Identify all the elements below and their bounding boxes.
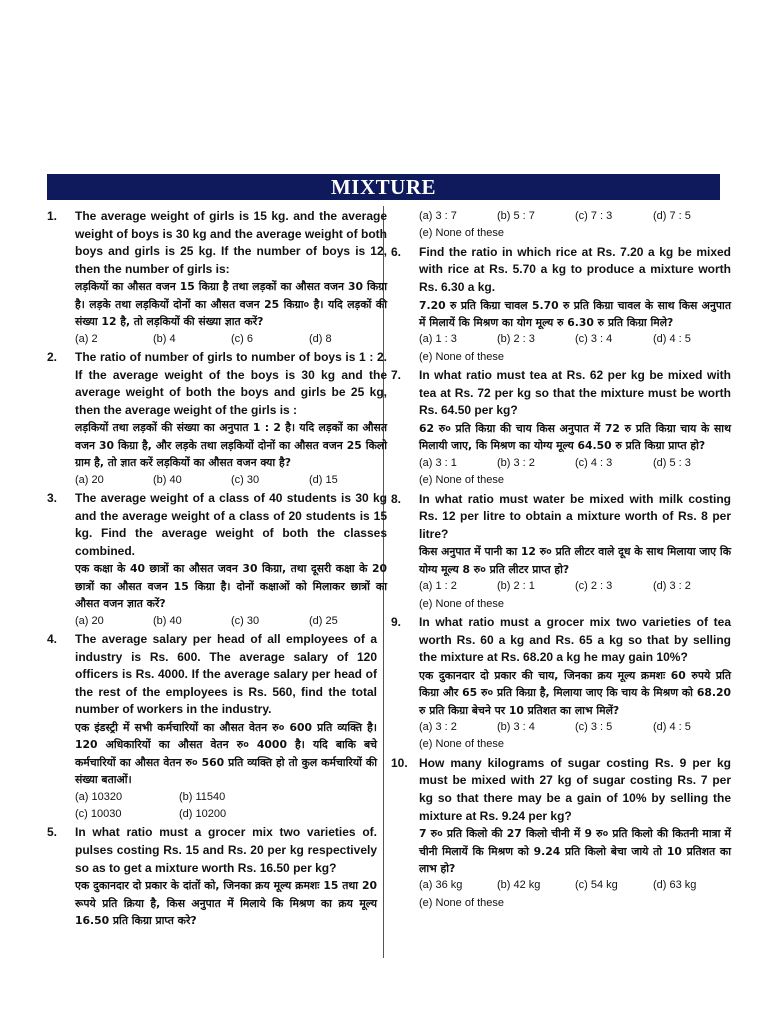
question-9 [391,614,731,754]
question-text-hindi: एक दुकानदार दो प्रकार के दांतों को, जिनका क्रय मूल्य क्रमशः 15 तथा 20 रूपये प्रति क्रिया है, किस अनुपात में मिलाये कि मिश्रण का क्रय मूल्य 16.50 प्रति किग्रा प्राप्त करे? [75,879,377,927]
question-number: 9. [391,615,402,630]
options-row [75,613,387,630]
option-d: (d) 3 : 2 [653,580,691,593]
options-row [419,455,731,472]
option-b: (b) 3 : 4 [497,721,535,734]
option-c: (c) 7 : 3 [575,210,613,222]
option-d: (d) 5 : 3 [653,456,691,469]
option-a: (a) 2 [75,332,98,345]
option-c: (c) 6 [231,332,253,345]
option-b: (b) 11540 [179,790,226,803]
option-c: (c) 30 [231,473,260,486]
question-number: 1. [47,209,58,223]
options-row [419,578,731,595]
option-e: (e) None of these [419,738,504,751]
question-text-hindi: 7 रु० प्रति किलो की 27 किलो चीनी में 9 रु० प्रति किलो की कितनी मात्रा में चीनी मिलायें कि मिश्रण को 9.24 प्रति किलो बेचा जाये तो 10 प्रतिशत का लाभ हो? [419,827,731,876]
option-c: (c) 3 : 4 [575,333,613,346]
question-text-english: In what ratio must tea at Rs. 62 per kg be mixed with tea at Rs. 72 per kg so that the mixture must be worth Rs. 64.50 per kg? [419,368,731,418]
option-a: (a) 10320 [75,790,123,803]
option-a: (a) 1 : 3 [419,333,457,346]
question-number: 2. [47,350,58,364]
question-text-english: In what ratio must a grocer mix two varieties of. pulses costing Rs. 15 and Rs. 20 per kg respectively so as to get a mixture worth Rs. 16.50 per kg? [75,825,377,875]
option-a: (a) 20 [75,614,104,627]
question-text-english: The ratio of number of girls to number of boys is 1 : 2. If the average weight of the boys is 30 kg and the average weight of both the boys and girls be 25 kg, then the average weight of the girls is : [75,350,387,417]
option-b: (b) 3 : 2 [497,456,535,469]
question-text-hindi: लड़कियों तथा लड़कों की संख्या का अनुपात 1 : 2 है। यदि लड़कों का औसत वजन 30 किग्रा है, और लड़के तथा लड़कियों दोनों का औसत वजन 25 किलो ग्राम है, तो ज्ञात करें लड़कियों का औसत वजन क्या है? [75,421,387,470]
option-b: (b) 40 [153,614,182,627]
option-a: (a) 3 : 1 [419,456,457,469]
option-e: (e) None of these [419,227,504,240]
question-number: 6. [391,244,402,259]
question-1 [47,208,387,348]
question-2 [47,349,387,489]
options-row [75,472,387,489]
question-text-english: In what ratio must water be mixed with milk costing Rs. 12 per litre to obtain a mixture worth of Rs. 8 per litre? [419,491,731,541]
left-column [47,208,387,930]
option-c: (c) 30 [231,614,260,627]
option-b: (b) 2 : 1 [497,580,535,593]
question-3 [47,490,387,630]
option-c: (c) 3 : 5 [575,721,613,734]
option-b: (b) 5 : 7 [497,210,535,222]
question-8 [391,491,731,613]
question-text-english: In what ratio must a grocer mix two varieties of tea worth Rs. 60 a kg and Rs. 65 a kg so that by selling the mixture at Rs. 68.20 a kg he may gain 10%? [419,615,731,665]
option-b: (b) 42 kg [497,879,541,892]
option-a: (a) 3 : 7 [419,210,457,222]
option-b: (b) 2 : 3 [497,333,535,346]
option-d: (d) 10200 [179,808,227,820]
question-text-hindi: लड़कियों का औसत वजन 15 किग्रा है तथा लड़कों का औसत वजन 30 किग्रा है। लड़के तथा लड़कियों दोनों का औसत वजन 25 किग्रा० है। यदि लड़कों की संख्या 12 है, तो लड़कियों की संख्या ज्ञात करें? [75,280,387,329]
options-row [75,331,387,348]
right-column [391,208,731,913]
option-c: (c) 4 : 3 [575,456,613,469]
question-text-hindi: 7.20 रु प्रति किग्रा चावल 5.70 रु प्रति किग्रा चावल के साथ किस अनुपात में मिलायें कि मिश्रण का योग मूल्य रु 6.30 रु प्रति किग्रा मिले? [419,298,731,329]
question-10 [391,755,731,912]
option-a: (a) 3 : 2 [419,721,457,734]
question-6 [391,244,731,366]
option-c: (c) 54 kg [575,879,618,892]
question-text-hindi: एक कक्षा के 40 छात्रों का औसत जवन 30 किग्रा, तथा दूसरी कक्षा के 20 छात्रों का औसत वजन 15 किग्रा है। दोनों कक्षाओं को मिलाकर छात्रों का औसत वजन ज्ञात करें? [75,562,387,611]
question-7 [391,367,731,489]
options-row [419,331,731,348]
section-title: MIXTURE [330,174,436,199]
option-c: (c) 2 : 3 [575,580,613,593]
option-e: (e) None of these [419,474,504,487]
option-d: (d) 63 kg [653,879,697,892]
option-a: (a) 1 : 2 [419,580,457,593]
question-number: 7. [391,368,402,383]
question-number: 8. [391,491,402,506]
options-row [419,208,731,225]
option-e: (e) None of these [419,350,504,363]
option-d: (d) 8 [309,332,332,345]
option-d: (d) 25 [309,614,338,627]
options-row [419,877,731,894]
option-b: (b) 4 [153,332,176,345]
question-number: 4. [47,632,58,646]
question-text-english: The average weight of girls is 15 kg. and the average weight of boys is 30 kg and the average weight of both boys and girls is 25 kg. If the number of boys is 12, then the number of girls is: [75,209,387,276]
question-5 [47,824,377,929]
option-d: (d) 7 : 5 [653,210,691,222]
option-e: (e) None of these [419,597,504,610]
question-number: 10. [391,755,408,770]
options-row [419,719,731,736]
question-text-english: Find the ratio in which rice at Rs. 7.20 a kg be mixed with rice at Rs. 5.70 a kg to produce a mixture worth Rs. 6.30 a kg. [419,244,731,294]
question-4 [47,631,377,823]
options-row [75,789,377,806]
question-text-hindi: किस अनुपात में पानी का 12 रु० प्रति लीटर वाले दूध के साथ मिलाया जाए कि योग्य मूल्य 8 रु० प्रति लीटर प्राप्त हो? [419,545,731,576]
option-d: (d) 15 [309,473,338,486]
question-text-hindi: एक दुकानदार दो प्रकार की चाय, जिनका क्रय मूल्य क्रमशः 60 रुपये प्रति किग्रा और 65 रु० प्रति किग्रा है, मिलाया जाए कि चाय के मिश्रण को 68.20 रु प्रति किग्रा बेचने पर 10 प्रतिशत का लाभ मिलें? [419,668,731,717]
option-e: (e) None of these [419,896,504,909]
question-text-english: How many kilograms of sugar costing Rs. 9 per kg must be mixed with 27 kg of sugar costing Rs. 7 per kg so that there may be a gain of 10% by selling the mixture at Rs. 9.24 per kg? [419,755,731,823]
option-a: (a) 20 [75,473,104,486]
option-b: (b) 40 [153,473,182,486]
options-row [75,806,377,823]
question-5-options-continued [391,208,722,243]
option-d: (d) 4 : 5 [653,333,691,346]
option-a: (a) 36 kg [419,879,463,892]
option-d: (d) 4 : 5 [653,721,691,734]
question-number: 5. [47,825,58,840]
question-text-english: The average salary per head of all employees of a industry is Rs. 600. The average salary of 120 officers is Rs. 4000. If the average salary per head of the rest of the employees is Rs. 560, find the total number of workers in the industry. [75,632,377,717]
question-text-english: The average weight of a class of 40 students is 30 kg and the average weight of a class of 20 students is 15 kg. Find the average weight of both the classes combined. [75,491,387,558]
question-text-hindi: एक इंडस्ट्री में सभी कर्मचारियों का औसत वेतन रु० 600 प्रति व्यक्ति है। 120 अधिकारियों का औसत वेतन रु० 4000 है। यदि बाकि बचे कर्मचारियों का औसत वेतन रु० 560 प्रति व्यक्ति हो तो कुल कर्मचारियों की संख्या बताओं। [75,720,377,787]
question-text-hindi: 62 रु० प्रति किग्रा की चाय किस अनुपात में 72 रु प्रति किग्रा चाय के साथ मिलायी जाए, कि मिश्रण का योग्य मूल्य 64.50 रु प्रति किग्रा प्राप्त हो? [419,422,731,453]
question-number: 3. [47,491,58,505]
option-c: (c) 10030 [75,808,122,820]
section-title-banner [47,174,720,200]
